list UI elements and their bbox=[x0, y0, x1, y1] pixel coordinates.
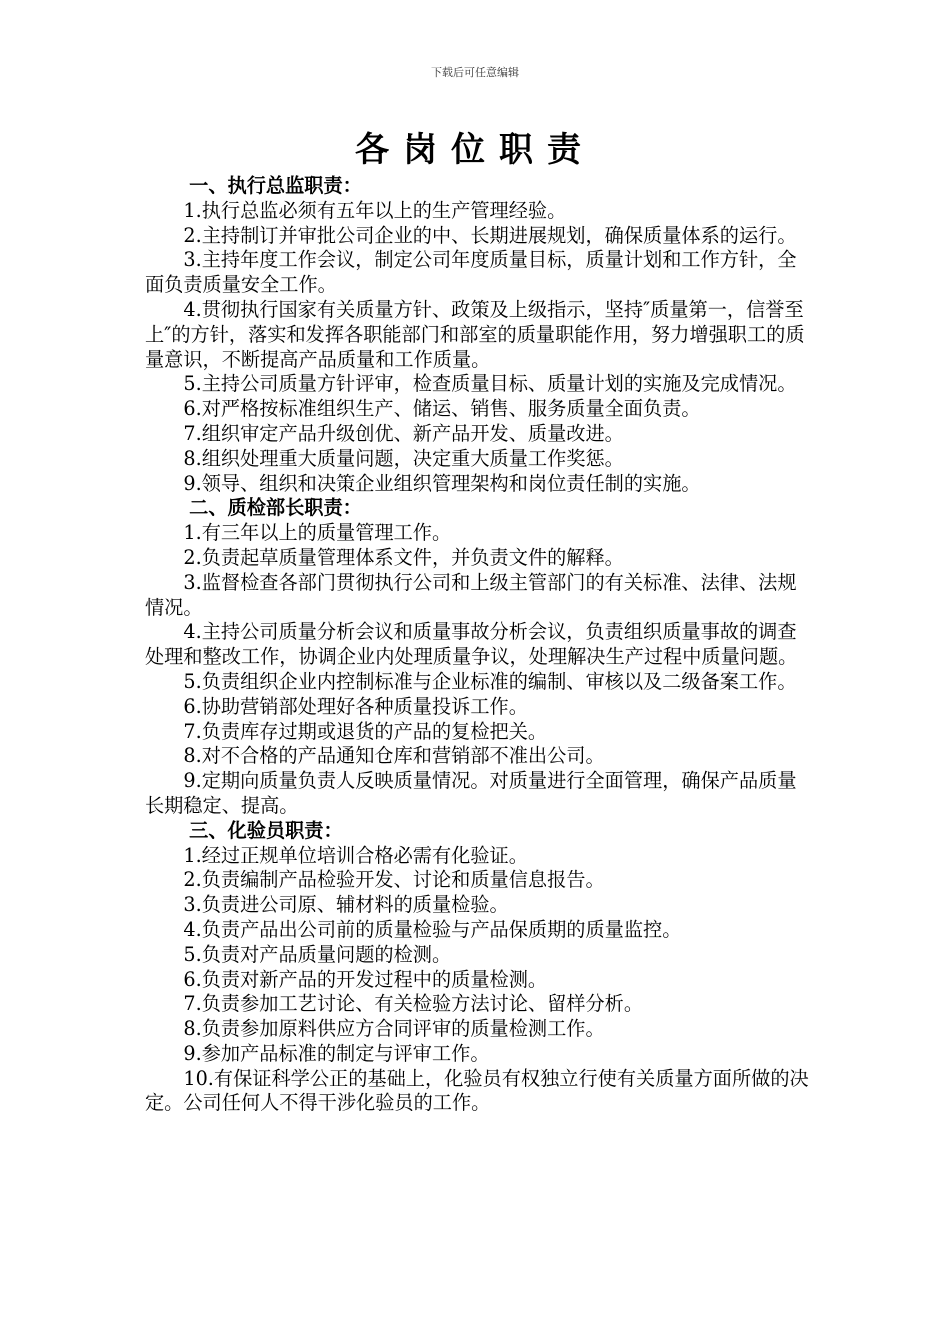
document-body bbox=[145, 174, 809, 1116]
paragraph: 2.负责起草质量管理体系文件，并负责文件的解释。 bbox=[183, 545, 624, 569]
paragraph: 10.有保证科学公正的基础上，化验员有权独立行使有关质量方面所做的决定。公司任何人不得干涉化验员的工作。 bbox=[145, 1066, 809, 1115]
paragraph: 7.负责参加工艺讨论、有关检验方法讨论、留样分析。 bbox=[183, 992, 644, 1016]
paragraph: 4.负责产品出公司前的质量检验与产品保质期的质量监控。 bbox=[183, 917, 682, 941]
paragraph: 6.协助营销部处理好各种质量投诉工作。 bbox=[183, 694, 528, 718]
paragraph: 2.主持制订并审批公司企业的中、长期进展规划，确保质量体系的运行。 bbox=[183, 223, 797, 247]
paragraph: 5.负责对产品质量问题的检测。 bbox=[183, 942, 452, 966]
header-note: 下载后可任意编辑 bbox=[431, 66, 519, 79]
paragraph: 4.主持公司质量分析会议和质量事故分析会议，负责组织质量事故的调查处理和整改工作，协调企业内处理质量争议，处理解决生产过程中质量问题。 bbox=[145, 620, 798, 669]
section-heading: 二、质检部长职责： bbox=[189, 496, 362, 520]
paragraph: 8.对不合格的产品通知仓库和营销部不准出公司。 bbox=[183, 744, 605, 768]
paragraph: 6.对严格按标准组织生产、储运、销售、服务质量全面负责。 bbox=[183, 397, 701, 421]
paragraph: 3.负责进公司原、辅材料的质量检验。 bbox=[183, 893, 509, 917]
paragraph: 9.参加产品标准的制定与评审工作。 bbox=[183, 1041, 490, 1065]
paragraph: 6.负责对新产品的开发过程中的质量检测。 bbox=[183, 967, 548, 991]
paragraph: 8.组织处理重大质量问题，决定重大质量工作奖惩。 bbox=[183, 446, 624, 470]
paragraph: 8.负责参加原料供应方合同评审的质量检测工作。 bbox=[183, 1017, 605, 1041]
paragraph: 5.主持公司质量方针评审，检查质量目标、质量计划的实施及完成情况。 bbox=[183, 372, 797, 396]
paragraph: 3.主持年度工作会议，制定公司年度质量目标，质量计划和工作方针，全面负责质量安全工作。 bbox=[145, 248, 797, 297]
paragraph: 1.经过正规单位培训合格必需有化验证。 bbox=[183, 843, 528, 867]
paragraph: 5.负责组织企业内控制标准与企业标准的编制、审核以及二级备案工作。 bbox=[183, 669, 797, 693]
document-title: 各岗位职责 bbox=[355, 130, 595, 170]
paragraph: 3.监督检查各部门贯彻执行公司和上级主管部门的有关标准、法律、法规情况。 bbox=[145, 570, 797, 619]
paragraph: 9.定期向质量负责人反映质量情况。对质量进行全面管理，确保产品质量长期稳定、提高。 bbox=[145, 769, 797, 817]
paragraph: 4.贯彻执行国家有关质量方针、政策及上级指示，坚持″质量第一，信誉至上″的方针，落实和发挥各职能部门和部室的质量职能作用，努力增强职工的质量意识，不断提高产品质量和工作质量。 bbox=[145, 297, 805, 371]
paragraph: 7.负责库存过期或退货的产品的复检把关。 bbox=[183, 719, 548, 743]
section-heading: 三、化验员职责： bbox=[189, 818, 343, 842]
paragraph: 7.组织审定产品升级创优、新产品开发、质量改进。 bbox=[183, 421, 624, 445]
paragraph: 9.领导、组织和决策企业组织管理架构和岗位责任制的实施。 bbox=[183, 471, 701, 495]
paragraph: 2.负责编制产品检验开发、讨论和质量信息报告。 bbox=[183, 868, 605, 892]
paragraph: 1.有三年以上的质量管理工作。 bbox=[183, 521, 452, 545]
section-heading: 一、执行总监职责： bbox=[189, 174, 362, 197]
paragraph: 1.执行总监必须有五年以上的生产管理经验。 bbox=[183, 198, 567, 222]
